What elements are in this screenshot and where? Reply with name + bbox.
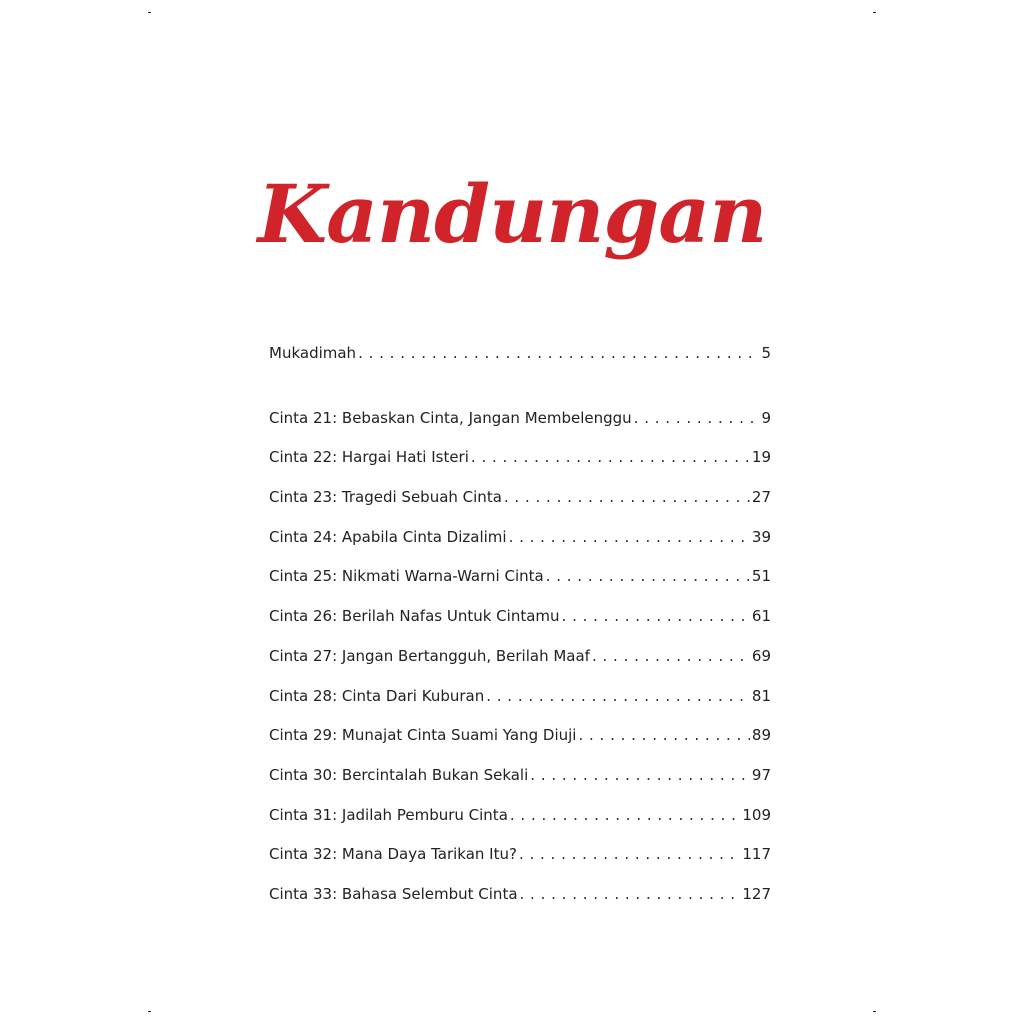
- toc-entry[interactable]: [269, 603, 771, 643]
- dot-leader: [471, 444, 750, 470]
- crop-mark-top-left: [148, 12, 151, 13]
- toc-entry[interactable]: [269, 722, 771, 762]
- toc-entry-page: 69: [751, 646, 771, 665]
- toc-entry-title: Cinta 24: Apabila Cinta Dizalimi: [269, 527, 507, 546]
- toc-entry[interactable]: [269, 563, 771, 603]
- toc-entry-page: 97: [751, 765, 771, 784]
- dot-leader: [578, 722, 749, 748]
- crop-mark-bottom-right: [873, 1011, 876, 1012]
- toc-entry-page: 109: [742, 805, 771, 824]
- toc-entry[interactable]: [269, 524, 771, 564]
- toc-entry[interactable]: [269, 683, 771, 723]
- toc-entry-page: 81: [751, 686, 771, 705]
- dot-leader: [509, 524, 750, 550]
- toc-entry-title: Mukadimah: [269, 344, 357, 362]
- dot-leader: [510, 802, 740, 828]
- dot-leader: [634, 405, 760, 431]
- toc-entry[interactable]: [269, 444, 771, 484]
- toc-entry-title: Cinta 21: Bebaskan Cinta, Jangan Membelenggu: [269, 408, 632, 427]
- toc-entry-page: 89: [751, 726, 771, 745]
- crop-mark-top-right: [873, 12, 876, 13]
- toc-entry-title: Cinta 29: Munajat Cinta Suami Yang Diuji: [269, 726, 577, 745]
- toc-entry-title: Cinta 23: Tragedi Sebuah Cinta: [269, 488, 502, 507]
- toc-entry-title: Cinta 27: Jangan Bertangguh, Berilah Maaf: [269, 646, 590, 665]
- toc-entry[interactable]: [269, 643, 771, 683]
- toc-entry-page: 9: [761, 408, 771, 427]
- toc-entry-title: Cinta 32: Mana Daya Tarikan Itu?: [269, 845, 517, 864]
- dot-leader: [486, 683, 750, 709]
- toc-entry-title: Cinta 33: Bahasa Selembut Cinta: [269, 884, 518, 903]
- crop-mark-bottom-left: [148, 1011, 151, 1012]
- toc-entry-page: 19: [751, 448, 771, 467]
- toc-entry[interactable]: [269, 340, 771, 380]
- toc-entry-page: 127: [742, 884, 771, 903]
- dot-leader: [520, 881, 741, 907]
- dot-leader: [358, 340, 759, 366]
- dot-leader: [530, 762, 750, 788]
- toc-entry[interactable]: [269, 881, 771, 921]
- toc-entry-page: 39: [751, 527, 771, 546]
- dot-leader: [504, 484, 750, 510]
- dot-leader: [562, 603, 750, 629]
- table-of-contents: [269, 340, 771, 921]
- toc-entry[interactable]: [269, 841, 771, 881]
- toc-entry-title: Cinta 25: Nikmati Warna-Warni Cinta: [269, 567, 544, 586]
- toc-entry[interactable]: [269, 802, 771, 842]
- toc-entry[interactable]: [269, 762, 771, 802]
- toc-entry-page: 51: [751, 567, 771, 586]
- toc-entry-page: 61: [751, 607, 771, 626]
- toc-entry[interactable]: [269, 484, 771, 524]
- toc-entry-title: Cinta 31: Jadilah Pemburu Cinta: [269, 805, 508, 824]
- toc-entry-title: Cinta 28: Cinta Dari Kuburan: [269, 686, 485, 705]
- dot-leader: [592, 643, 750, 669]
- toc-entry[interactable]: [269, 405, 771, 445]
- toc-entry-page: 5: [761, 344, 771, 362]
- toc-entry-title: Cinta 26: Berilah Nafas Untuk Cintamu: [269, 607, 560, 626]
- dot-leader: [546, 563, 750, 589]
- page-title: Kandungan: [257, 166, 767, 261]
- toc-entry-page: 27: [751, 488, 771, 507]
- toc-entry-title: Cinta 22: Hargai Hati Isteri: [269, 448, 469, 467]
- dot-leader: [519, 841, 740, 867]
- toc-entry-page: 117: [742, 845, 771, 864]
- toc-entry-title: Cinta 30: Bercintalah Bukan Sekali: [269, 765, 529, 784]
